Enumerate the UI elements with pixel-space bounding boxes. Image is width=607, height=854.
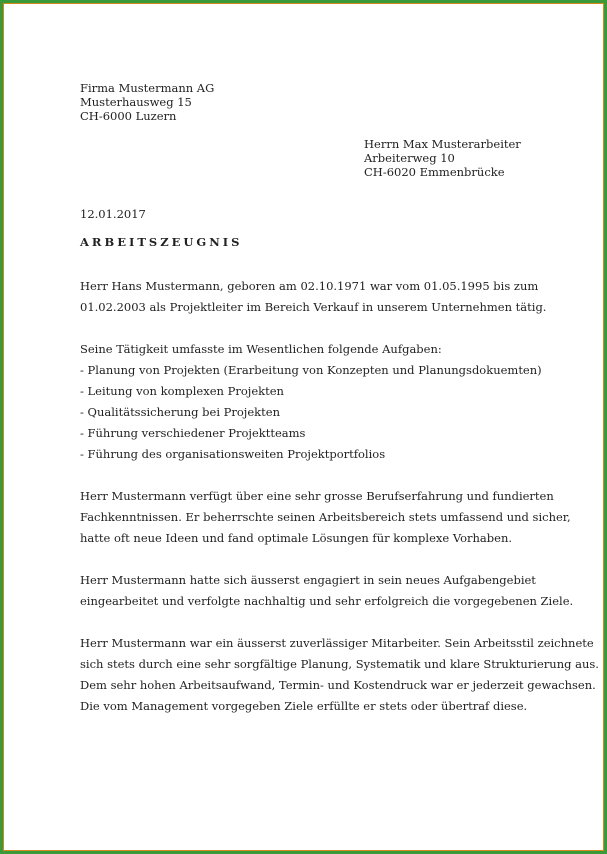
- text-line: Dem sehr hohen Arbeitsaufwand, Termin- und Kostendruck war er jederzeit gewachsen.: [80, 678, 596, 692]
- document-title: ARBEITSZEUGNIS: [80, 235, 243, 249]
- paragraph-reliability: [80, 633, 599, 717]
- recipient-address: [364, 137, 521, 179]
- paragraph-intro: [80, 276, 547, 318]
- text-line: eingearbeitet und verfolgte nachhaltig und sehr erfolgreich die vorgegebenen Ziele.: [80, 594, 574, 608]
- list-item: - Planung von Projekten (Erarbeitung von Konzepten und Planungsdokuemten): [80, 363, 542, 377]
- text-line: hatte oft neue Ideen und fand optimale Lösungen für komplexe Vorhaben.: [80, 531, 513, 545]
- list-item: - Führung verschiedener Projektteams: [80, 426, 306, 440]
- list-item: - Führung des organisationsweiten Projektportfolios: [80, 447, 386, 461]
- sender-street: Musterhausweg 15: [80, 95, 192, 109]
- recipient-street: Arbeiterweg 10: [364, 151, 455, 165]
- paragraph-engagement: [80, 570, 574, 612]
- text-line: Seine Tätigkeit umfasste im Wesentlichen folgende Aufgaben:: [80, 342, 442, 356]
- text-line: Herr Mustermann verfügt über eine sehr grosse Berufserfahrung und fundierten: [80, 489, 554, 503]
- list-item: - Leitung von komplexen Projekten: [80, 384, 284, 398]
- text-line: Herr Mustermann war ein äusserst zuverlässiger Mitarbeiter. Sein Arbeitsstil zeichnete: [80, 636, 594, 650]
- text-line: Herr Hans Mustermann, geboren am 02.10.1971 war vom 01.05.1995 bis zum: [80, 279, 539, 293]
- text-line: Herr Mustermann hatte sich äusserst engagiert in sein neues Aufgabengebiet: [80, 573, 536, 587]
- text-line: Die vom Management vorgegeben Ziele erfüllte er stets oder übertraf diese.: [80, 699, 528, 713]
- letter-date: 12.01.2017: [80, 207, 146, 221]
- text-line: Fachkenntnissen. Er beherrschte seinen Arbeitsbereich stets umfassend und sicher,: [80, 510, 571, 524]
- paragraph-experience: [80, 486, 571, 549]
- list-item: - Qualitätssicherung bei Projekten: [80, 405, 280, 419]
- sender-address: [80, 81, 214, 123]
- text-line: sich stets durch eine sehr sorgfältige Planung, Systematik und klare Strukturierung aus.: [80, 657, 599, 671]
- paragraph-tasks: [80, 339, 540, 465]
- letter-body: [80, 276, 599, 738]
- recipient-name: Herrn Max Musterarbeiter: [364, 137, 521, 151]
- text-line: 01.02.2003 als Projektleiter im Bereich Verkauf in unserem Unternehmen tätig.: [80, 300, 547, 314]
- sender-city: CH-6000 Luzern: [80, 109, 177, 123]
- recipient-city: CH-6020 Emmenbrücke: [364, 165, 505, 179]
- sender-company: Firma Mustermann AG: [80, 81, 215, 95]
